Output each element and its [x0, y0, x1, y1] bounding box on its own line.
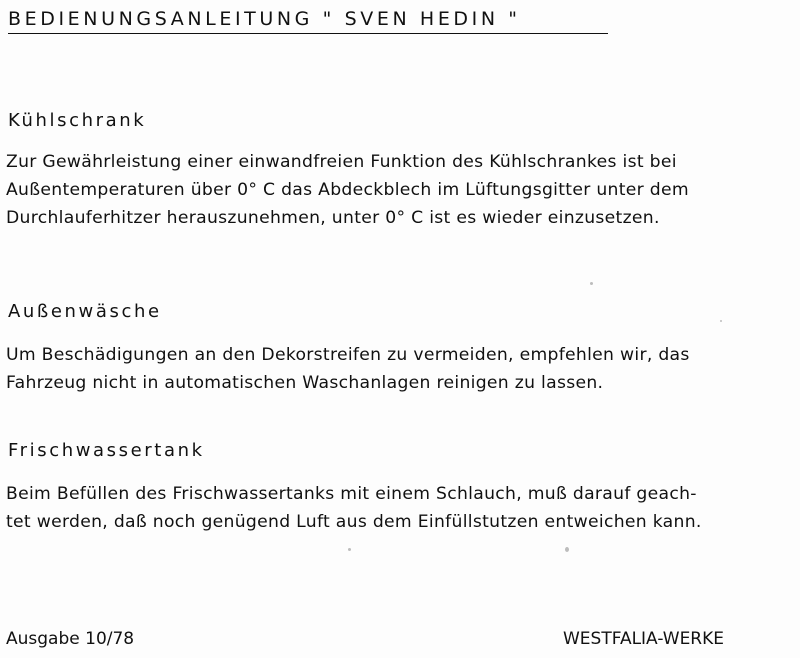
- scan-speck: [565, 547, 569, 552]
- section-body-kuehlschrank: [6, 148, 689, 232]
- section-body-frischwassertank: [6, 480, 702, 536]
- section-body-aussenwaesche: [6, 341, 690, 397]
- edition-label: Ausgabe 10/78: [6, 629, 135, 649]
- scan-speck: [720, 320, 722, 322]
- section-heading-aussenwaesche: Außenwäsche: [8, 301, 162, 322]
- body-line: Außentemperaturen über 0° C das Abdeckblech im Lüftungsgitter unter dem: [6, 180, 689, 200]
- body-line: tet werden, daß noch genügend Luft aus dem Einfüllstutzen entweichen kann.: [6, 512, 702, 532]
- body-line: Durchlauferhitzer herauszunehmen, unter 0° C ist es wieder einzusetzen.: [6, 208, 660, 228]
- section-heading-kuehlschrank: Kühlschrank: [8, 110, 147, 131]
- document-title: BEDIENUNGSANLEITUNG " SVEN HEDIN ": [8, 8, 521, 30]
- publisher-label: WESTFALIA-WERKE: [563, 629, 725, 649]
- body-line: Um Beschädigungen an den Dekorstreifen zu vermeiden, empfehlen wir, das: [6, 345, 690, 365]
- scan-speck: [348, 548, 351, 551]
- body-line: Beim Befüllen des Frischwassertanks mit einem Schlauch, muß darauf geach-: [6, 484, 697, 504]
- body-line: Fahrzeug nicht in automatischen Waschanlagen reinigen zu lassen.: [6, 373, 604, 393]
- section-heading-frischwassertank: Frischwassertank: [8, 440, 205, 461]
- scan-speck: [590, 282, 593, 285]
- title-underline: [8, 33, 608, 34]
- body-line: Zur Gewährleistung einer einwandfreien Funktion des Kühlschrankes ist bei: [6, 152, 677, 172]
